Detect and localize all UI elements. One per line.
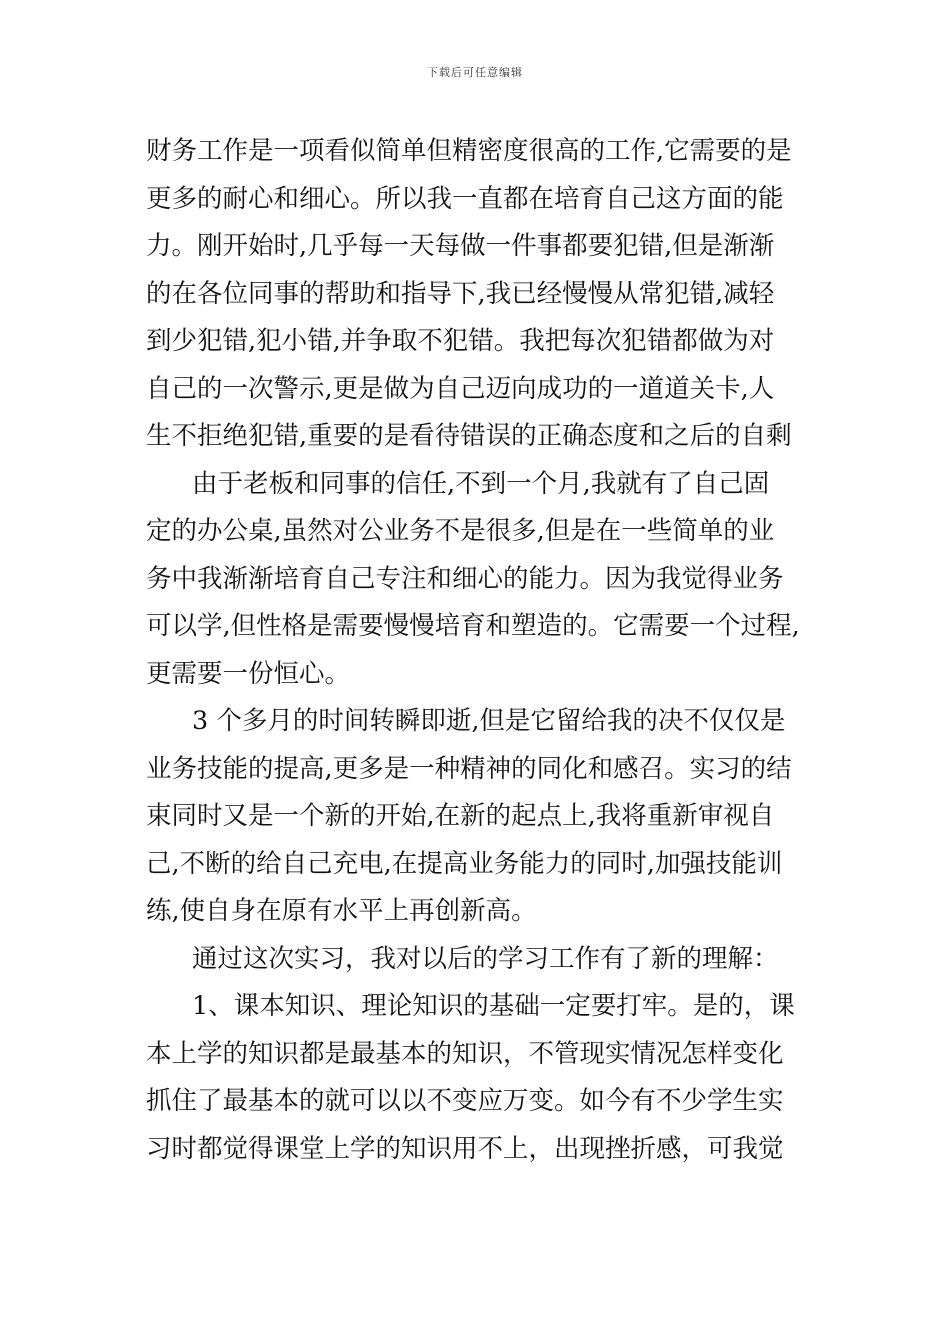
text-line: 抓住了最基本的就可以以不变应万变。如今有不少学生实 [146, 1086, 784, 1116]
text-line: 的在各位同事的帮助和指导下,我已经慢慢从常犯错,减轻 [146, 278, 775, 309]
paragraph [146, 936, 814, 984]
text-line: 生不拒绝犯错,重要的是看待错误的正确态度和之后的自剩 [146, 421, 792, 451]
text-line: 1、课本知识、理论知识的基础一定要打牢。是的，课 [192, 991, 795, 1021]
text-line: 本上学的知识都是最基本的知识，不管现实情况怎样变化 [146, 1038, 784, 1069]
text-line: 到少犯错,犯小错,并争取不犯错。我把每次犯错都做为对 [146, 326, 775, 356]
paragraph [146, 461, 814, 699]
page-header: 下载后可任意编辑 [427, 66, 523, 79]
paragraph [146, 128, 814, 461]
text-line: 己,不断的给自己充电,在提高业务能力的同时,加强技能训 [146, 848, 783, 879]
text-line: 更需要一份恒心。 [146, 658, 351, 689]
text-line: 务中我渐渐培育自己专注和细心的能力。因为我觉得业务 [146, 563, 784, 594]
text-line: 自己的一次警示,更是做为自己迈向成功的一道道关卡,人 [146, 373, 775, 404]
text-line: 财务工作是一项看似简单但精密度很高的工作,它需要的是 [146, 136, 792, 166]
text-line: 力。刚开始时,几乎每一天每做一件事都要犯错,但是渐渐 [146, 231, 775, 261]
document-body [146, 128, 814, 1173]
text-line: 业务技能的提高,更多是一种精神的同化和感召。实习的结 [146, 753, 792, 784]
text-line: 通过这次实习，我对以后的学习工作有了新的理解： [192, 943, 779, 974]
text-line: 束同时又是一个新的开始,在新的起点上,我将重新审视自 [146, 801, 775, 831]
text-line: 可以学,但性格是需要慢慢培育和塑造的。它需要一个过程, [146, 611, 800, 641]
text-line: 练,使自身在原有水平上再创新高。 [146, 896, 537, 926]
text-line: 定的办公桌,虽然对公业务不是很多,但是在一些简单的业 [146, 516, 775, 546]
paragraph [146, 983, 814, 1173]
text-line: 3 个多月的时间转瞬即逝,但是它留给我的决不仅仅是 [192, 706, 786, 736]
paragraph [146, 698, 814, 936]
text-line: 由于老板和同事的信任,不到一个月,我就有了自己固 [192, 468, 770, 499]
text-line: 更多的耐心和细心。所以我一直都在培育自己这方面的能 [146, 183, 784, 214]
text-line: 习时都觉得课堂上学的知识用不上，出现挫折感，可我觉 [146, 1133, 784, 1164]
